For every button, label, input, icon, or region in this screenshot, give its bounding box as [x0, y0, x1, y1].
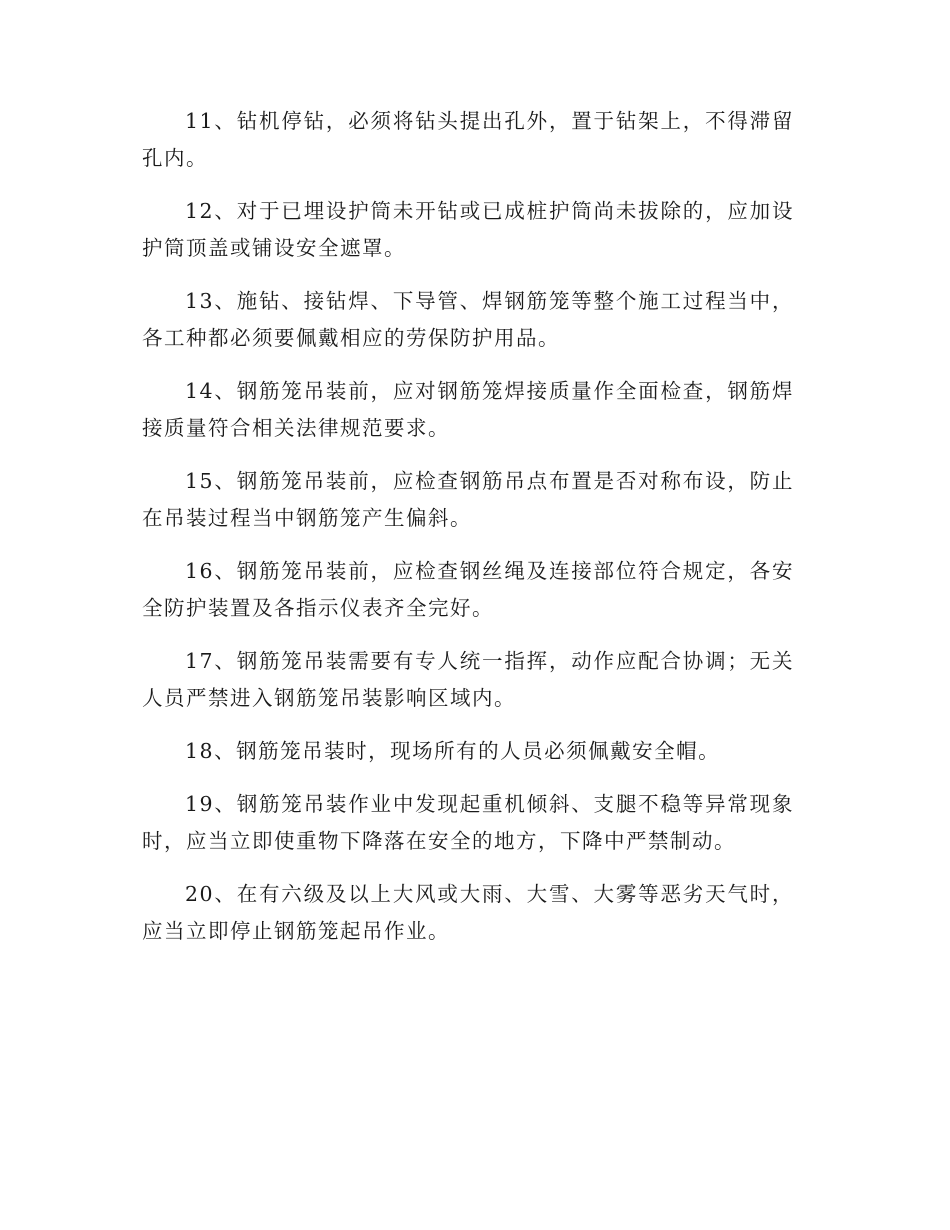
paragraph-item-13: 13、施钻、接钻焊、下导管、焊钢筋笼等整个施工过程当中，各工种都必须要佩戴相应的劳保防护用品。: [142, 289, 794, 350]
paragraph-item-15: 15、钢筋笼吊装前，应检查钢筋吊点布置是否对称布设，防止在吊装过程当中钢筋笼产生偏斜。: [142, 469, 794, 530]
paragraph-item-19: 19、钢筋笼吊装作业中发现起重机倾斜、支腿不稳等异常现象时，应当立即使重物下降落在安全的地方，下降中严禁制动。: [142, 792, 794, 853]
paragraph-item-17: 17、钢筋笼吊装需要有专人统一指挥，动作应配合协调；无关人员严禁进入钢筋笼吊装影响区域内。: [142, 649, 794, 710]
paragraph-item-14: 14、钢筋笼吊装前，应对钢筋笼焊接质量作全面检查，钢筋焊接质量符合相关法律规范要求。: [142, 379, 794, 440]
paragraph-item-11: 11、钻机停钻，必须将钻头提出孔外，置于钻架上，不得滞留孔内。: [142, 109, 794, 170]
paragraph-item-20: 20、在有六级及以上大风或大雨、大雪、大雾等恶劣天气时，应当立即停止钢筋笼起吊作业。: [142, 882, 794, 943]
document-body: [142, 103, 794, 966]
paragraph-item-18: 18、钢筋笼吊装时，现场所有的人员必须佩戴安全帽。: [185, 739, 721, 763]
paragraph-item-16: 16、钢筋笼吊装前，应检查钢丝绳及连接部位符合规定，各安全防护装置及各指示仪表齐全完好。: [142, 559, 794, 620]
paragraph-item-12: 12、对于已埋设护筒未开钻或已成桩护筒尚未拔除的，应加设护筒顶盖或铺设安全遮罩。: [142, 199, 794, 260]
